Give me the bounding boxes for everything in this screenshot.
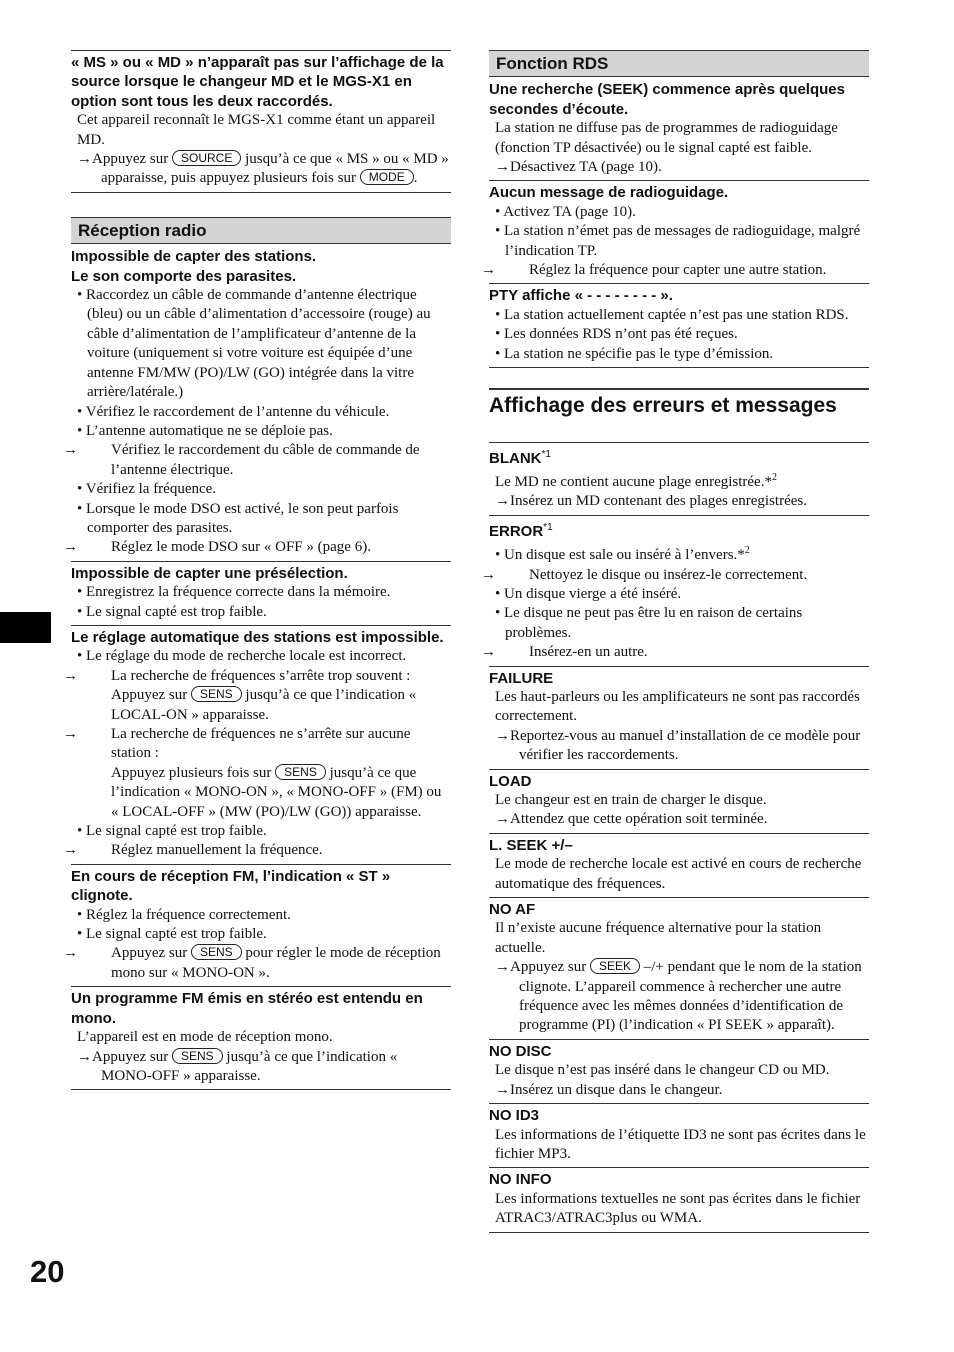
load-text: Le changeur est en train de charger le disque. bbox=[495, 792, 767, 808]
list-item: • Le signal capté est trop faible. bbox=[77, 823, 267, 840]
ms-md-action bbox=[71, 150, 451, 189]
code-text: BLANK bbox=[489, 449, 542, 467]
text: pour régler le mode de réception mono sur « MONO-ON ». bbox=[111, 945, 441, 981]
bullet-text: La station actuellement captée n’est pas une station RDS. bbox=[504, 306, 849, 323]
sub-action-text: Réglez le mode DSO sur « OFF » (page 6). bbox=[111, 539, 371, 556]
ms-md-action-b: jusqu’à ce que « MS » ou « MD » apparaisse, puis appuyez plusieurs fois sur bbox=[101, 151, 449, 187]
bullet-text: Le disque ne peut pas être lu en raison de certains problèmes. bbox=[504, 605, 803, 641]
pty-title: PTY affiche « - - - - - - - - ». bbox=[489, 287, 673, 305]
text: Appuyez sur bbox=[111, 687, 188, 704]
sub-action bbox=[63, 441, 451, 480]
stations-entry bbox=[63, 245, 451, 561]
list-item: • Enregistrez la fréquence correcte dans la mémoire. bbox=[77, 584, 391, 601]
bullet-text: Vérifiez la fréquence. bbox=[85, 481, 217, 498]
list-item: • Le signal capté est trop faible. bbox=[77, 926, 267, 943]
mono-entry bbox=[71, 986, 451, 1090]
sub-action-text: Nettoyez le disque ou insérez-le correctement. bbox=[529, 566, 808, 583]
nodisc-code: NO DISC bbox=[489, 1042, 552, 1060]
failure-entry bbox=[489, 666, 869, 769]
arrow-icon: → bbox=[495, 159, 510, 176]
arrow-icon: → bbox=[63, 842, 78, 859]
lseek-text: Le mode de recherche locale est activé en cours de recherche automatique des fréquences. bbox=[495, 856, 862, 892]
text: jusqu’à ce que l’indication « MONO-OFF » apparaisse. bbox=[101, 1048, 398, 1084]
sub-action-continuation bbox=[71, 764, 451, 822]
bullet-text: Le réglage du mode de recherche locale est incorrect. bbox=[86, 648, 407, 665]
sub-action bbox=[63, 944, 451, 983]
mono-text: L’appareil est en mode de réception mono. bbox=[77, 1029, 333, 1046]
auto-tuning-entry bbox=[63, 625, 451, 864]
blank-code bbox=[489, 445, 869, 468]
list-item: • La station n’émet pas de messages de radioguidage, malgré l’indication TP. bbox=[495, 223, 861, 259]
stations-title-1: Impossible de capter des stations. bbox=[71, 248, 317, 266]
stations-title-2: Le son comporte des parasites. bbox=[71, 267, 297, 285]
text: –/+ pendant que le nom de la station clignote. L’appareil commence à rechercher une autre fréquence avec les mêmes données d’identification de programme (PI) (l’indication « PI SEEK » apparaît). bbox=[519, 959, 862, 1034]
text: Reportez-vous au manuel d’installation de ce modèle pour vérifier les raccordements. bbox=[510, 727, 861, 764]
lseek-code: L. SEEK +/– bbox=[489, 836, 573, 854]
text: jusqu’à ce que l’indication « MONO-ON », « MONO-OFF » (FM) ou « LOCAL-OFF » (MW (PO)/LW (GO)) apparaisse. bbox=[111, 764, 442, 820]
text: Désactivez TA (page 10). bbox=[510, 159, 662, 176]
bullet-text: Enregistrez la fréquence correcte dans la mémoire. bbox=[86, 584, 391, 601]
sub-action bbox=[63, 538, 451, 557]
preset-title: Impossible de capter une présélection. bbox=[71, 564, 348, 582]
list-item: • La station actuellement captée n’est pas une station RDS. bbox=[495, 306, 849, 323]
noinfo-entry bbox=[489, 1167, 869, 1232]
mono-title: Un programme FM émis en stéréo est entendu en mono. bbox=[71, 990, 423, 1027]
text: Appuyez plusieurs fois sur bbox=[111, 764, 272, 781]
noid3-code: NO ID3 bbox=[489, 1107, 540, 1125]
ms-md-text: Cet appareil reconnaît le MGS-X1 comme étant un appareil MD. bbox=[77, 112, 436, 148]
sens-key: SENS bbox=[172, 1048, 223, 1064]
bullet-text: Raccordez un câble de commande d’antenne électrique (bleu) ou un câble d’alimentation d’accessoire (rouge) au câble d’alimentation de l’amplificateur d’antenne de la voiture (uniquement si votre voiture est équipée d’une antenne FM/MW (PO)/LW (GO) intégrée dans la vitre arrière/latérale.) bbox=[86, 287, 431, 401]
footnote-ref: *1 bbox=[541, 448, 551, 460]
right-column bbox=[481, 50, 869, 1233]
bullet-text: L’antenne automatique ne se déploie pas. bbox=[86, 422, 333, 439]
traffic-title: Aucun message de radioguidage. bbox=[489, 184, 729, 202]
ms-md-entry bbox=[71, 50, 451, 192]
list-item: • Vérifiez le raccordement de l’antenne du véhicule. bbox=[77, 403, 390, 420]
reception-radio-heading: Réception radio bbox=[71, 217, 451, 244]
noinfo-text: Les informations textuelles ne sont pas écrites dans le fichier ATRAC3/ATRAC3plus ou WMA. bbox=[495, 1190, 861, 1227]
seek-action bbox=[489, 158, 869, 177]
load-action bbox=[489, 810, 869, 829]
seek-entry bbox=[489, 78, 869, 180]
ms-md-action-c: . bbox=[413, 170, 418, 187]
noaf-text: Il n’existe aucune fréquence alternative pour la station actuelle. bbox=[495, 920, 822, 956]
list-item: • Le réglage du mode de recherche locale est incorrect. bbox=[77, 648, 407, 665]
text: Appuyez sur bbox=[111, 945, 188, 962]
load-entry bbox=[489, 769, 869, 833]
sub-action-text: Réglez la fréquence pour capter une autre station. bbox=[529, 262, 827, 279]
page-number: 20 bbox=[30, 1254, 65, 1289]
nodisc-entry bbox=[489, 1039, 869, 1103]
arrow-icon: → bbox=[63, 539, 78, 556]
list-item: • Le disque ne peut pas être lu en raison de certains problèmes. bbox=[495, 605, 803, 641]
list-item: • Raccordez un câble de commande d’antenne électrique (bleu) ou un câble d’alimentation d’accessoire (rouge) au câble d’alimentation de l’amplificateur d’antenne de la voiture (uniquement si votre voiture est équipée d’une antenne FM/MW (PO)/LW (GO) intégrée dans la vitre arrière/latérale.) bbox=[77, 287, 431, 401]
sub-action bbox=[481, 643, 869, 662]
arrow-icon: → bbox=[481, 262, 496, 279]
list-item: • La station ne spécifie pas le type d’émission. bbox=[495, 345, 774, 362]
list-item: • Activez TA (page 10). bbox=[495, 203, 636, 220]
sens-key: SENS bbox=[191, 686, 242, 702]
st-title: En cours de réception FM, l’indication « ST » clignote. bbox=[71, 867, 391, 905]
blank-text bbox=[489, 468, 869, 492]
sub-action bbox=[63, 667, 451, 686]
sub-action-continuation bbox=[71, 686, 451, 725]
arrow-icon: → bbox=[495, 1081, 510, 1098]
list-item: • Réglez la fréquence correctement. bbox=[77, 906, 291, 923]
sub-action bbox=[481, 566, 869, 585]
code-text: ERROR bbox=[489, 522, 544, 540]
footnote-ref: 2 bbox=[744, 545, 750, 557]
sub-action bbox=[63, 841, 451, 860]
text: Attendez que cette opération soit terminée. bbox=[510, 811, 768, 828]
arrow-icon: → bbox=[495, 493, 510, 510]
auto-title: Le réglage automatique des stations est impossible. bbox=[71, 628, 444, 646]
traffic-entry bbox=[481, 180, 869, 283]
bullet-text: Réglez la fréquence correctement. bbox=[86, 906, 291, 923]
seek-key: SEEK bbox=[590, 958, 640, 974]
text: Insérez un disque dans le changeur. bbox=[510, 1081, 723, 1098]
errors-heading: Affichage des erreurs et messages bbox=[489, 388, 869, 415]
mono-action bbox=[71, 1048, 451, 1087]
text: Insérez un MD contenant des plages enregistrées. bbox=[510, 493, 807, 510]
arrow-icon: → bbox=[495, 959, 510, 976]
text: Appuyez sur bbox=[92, 1048, 169, 1065]
bullet-text: Activez TA (page 10). bbox=[503, 203, 636, 220]
bullet-text: Un disque vierge a été inséré. bbox=[504, 585, 682, 602]
text: Le MD ne contient aucune plage enregistrée.* bbox=[495, 473, 772, 490]
error-code bbox=[489, 518, 869, 541]
arrow-icon: → bbox=[481, 644, 496, 661]
list-item: • Les données RDS n’ont pas été reçues. bbox=[495, 326, 738, 343]
arrow-icon: → bbox=[77, 151, 92, 168]
noaf-action bbox=[489, 958, 869, 1036]
noinfo-code: NO INFO bbox=[489, 1171, 552, 1189]
failure-text: Les haut-parleurs ou les amplificateurs ne sont pas raccordés correctement. bbox=[495, 688, 860, 725]
sub-action-text: Réglez manuellement la fréquence. bbox=[111, 842, 323, 859]
list-item: • Un disque est sale ou inséré à l’envers.*$^2$ bbox=[495, 545, 750, 564]
noid3-text: Les informations de l’étiquette ID3 ne sont pas écrites dans le fichier MP3. bbox=[495, 1126, 866, 1162]
load-code: LOAD bbox=[489, 772, 532, 790]
sub-action bbox=[63, 725, 451, 764]
arrow-icon: → bbox=[495, 811, 510, 828]
rds-heading: Fonction RDS bbox=[489, 50, 869, 77]
sub-action-text: Insérez-en un autre. bbox=[529, 644, 648, 661]
ms-md-title: « MS » ou « MD » n’apparaît pas sur l’affichage de la source lorsque le changeur MD et le MGS-X1 en option sont tous les deux raccordés. bbox=[71, 54, 444, 110]
st-entry bbox=[63, 864, 451, 986]
seek-title: Une recherche (SEEK) commence après quelques secondes d’écoute. bbox=[489, 81, 845, 118]
list-item: • L’antenne automatique ne se déploie pas. bbox=[77, 422, 333, 439]
sub-action-text: Vérifiez le raccordement du câble de commande de l’antenne électrique. bbox=[111, 442, 420, 478]
error-entry bbox=[481, 515, 869, 666]
pty-entry bbox=[489, 283, 869, 368]
bullet-text: La station ne spécifie pas le type d’émission. bbox=[504, 345, 774, 362]
bullet-text: Lorsque le mode DSO est activé, le son peut parfois comporter des parasites. bbox=[86, 500, 399, 536]
arrow-icon: → bbox=[63, 726, 78, 742]
nodisc-text: Le disque n’est pas inséré dans le changeur CD ou MD. bbox=[495, 1062, 830, 1079]
footnote-ref: 2 bbox=[771, 471, 777, 483]
seek-text: La station ne diffuse pas de programmes de radioguidage (fonction TP désactivée) ou le signal capté est faible. bbox=[495, 120, 838, 156]
preset-entry bbox=[71, 561, 451, 625]
mode-key: MODE bbox=[360, 169, 414, 185]
blank-action bbox=[489, 492, 869, 511]
lseek-entry bbox=[489, 833, 869, 897]
arrow-icon: → bbox=[495, 727, 510, 744]
noaf-code: NO AF bbox=[489, 901, 536, 919]
sens-key: SENS bbox=[191, 944, 242, 960]
noaf-entry bbox=[489, 897, 869, 1039]
arrow-icon: → bbox=[63, 667, 78, 684]
list-item: • Lorsque le mode DSO est activé, le son peut parfois comporter des parasites. bbox=[77, 500, 399, 536]
nodisc-action bbox=[489, 1081, 869, 1100]
failure-code: FAILURE bbox=[489, 669, 554, 687]
arrow-icon: → bbox=[63, 442, 78, 459]
arrow-icon: → bbox=[77, 1048, 92, 1065]
bullet-text: Le signal capté est trop faible. bbox=[86, 603, 267, 620]
failure-action bbox=[489, 727, 869, 766]
text: Appuyez sur bbox=[510, 959, 587, 976]
text: jusqu’à ce que l’indication « LOCAL-ON » apparaisse. bbox=[111, 687, 417, 723]
list-item: • Un disque vierge a été inséré. bbox=[495, 585, 682, 602]
divider bbox=[71, 192, 451, 217]
bullet-text: Les données RDS n’ont pas été reçues. bbox=[504, 326, 738, 343]
sub-action-text: La recherche de fréquences ne s’arrête sur aucune station : bbox=[111, 726, 411, 762]
bullet-text: Le signal capté est trop faible. bbox=[86, 926, 267, 943]
ms-md-action-a: Appuyez sur bbox=[92, 151, 169, 168]
list-item: • Le signal capté est trop faible. bbox=[77, 603, 267, 620]
source-key: SOURCE bbox=[172, 150, 241, 166]
bullet-text: Le signal capté est trop faible. bbox=[86, 823, 267, 840]
sub-action-text: La recherche de fréquences s’arrête trop souvent : bbox=[111, 667, 411, 684]
arrow-icon: → bbox=[63, 945, 78, 962]
bullet-text: Un disque est sale ou inséré à l’envers.* bbox=[504, 547, 745, 564]
bullet-text: Vérifiez le raccordement de l’antenne du véhicule. bbox=[85, 403, 390, 420]
noid3-entry bbox=[489, 1103, 869, 1167]
sens-key: SENS bbox=[275, 764, 326, 780]
left-column bbox=[63, 50, 451, 1090]
bullet-text: La station n’émet pas de messages de radioguidage, malgré l’indication TP. bbox=[504, 223, 861, 259]
arrow-icon: → bbox=[481, 566, 496, 583]
list-item: • Vérifiez la fréquence. bbox=[77, 481, 217, 498]
sub-action bbox=[481, 261, 869, 280]
blank-entry bbox=[489, 442, 869, 515]
section-tab-marker bbox=[0, 612, 51, 643]
footnote-ref: *1 bbox=[543, 521, 553, 533]
